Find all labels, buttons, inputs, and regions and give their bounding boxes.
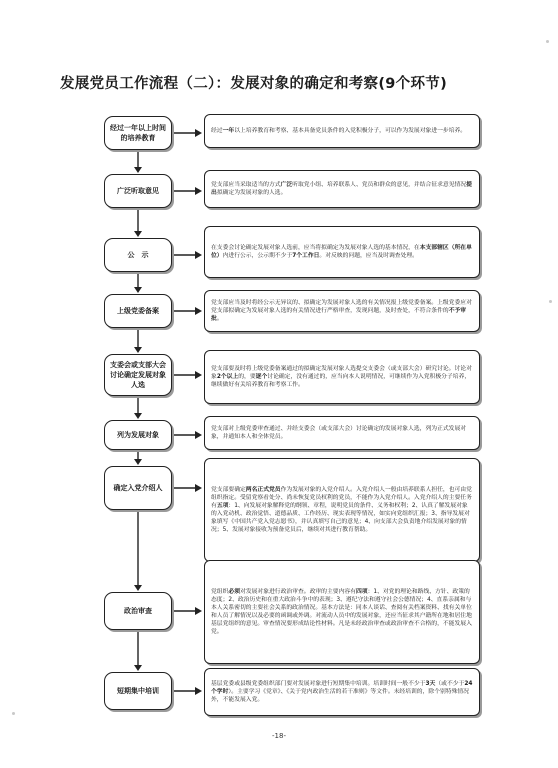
arrow-down-icon: [133, 398, 143, 419]
step-description-box-1: [204, 114, 480, 148]
step-box-7: [104, 466, 172, 510]
step-description-box-7: [204, 458, 480, 562]
scan-speck: [546, 40, 549, 43]
arrow-right-icon: [173, 128, 203, 138]
arrow-right-icon: [173, 250, 203, 260]
step-box-2: [104, 174, 172, 208]
step-description-box-9: [204, 668, 480, 716]
step-label: 支委会或支部大会讨论确定发展对象人选: [110, 361, 166, 389]
arrow-down-icon: [133, 632, 143, 671]
step-description: 党支部要确定两名正式党员作为发展对象的入党介绍人。入党介绍人一般由培养联系人担任，也可由党组织指定。受留党察看处分、尚未恢复党员权利的党员，不能作为入党介绍人。入党介绍人的主要任务有五项：1、向发展对象解释党的纲领、章程，说明党员的条件、义务和权利；2、认真了解发展对象的入党动机、政治觉悟、道德品质、工作经历、现实表现等情况，如实向党组织汇报；3、指导发展对象填写《中国共产党入党志愿书》，并认真填写自己的意见；4、向支部大会负责地介绍发展对象的情况；5、发展对象接收为预备党员后，继续对其进行教育帮助。: [211, 487, 472, 533]
arrow-down-icon: [133, 452, 143, 465]
page-title: 发展党员工作流程（二）：发展对象的确定和考察(9个环节): [60, 76, 447, 92]
step-box-8: [104, 592, 172, 630]
step-box-9: [104, 672, 172, 710]
step-box-5: [104, 354, 172, 396]
arrow-right-icon: [173, 430, 203, 440]
step-box-1: [104, 116, 172, 150]
step-label: 公 示: [127, 251, 149, 259]
arrow-down-icon: [133, 152, 143, 173]
step-description-box-5: [204, 350, 480, 404]
arrow-right-icon: [173, 186, 203, 196]
step-box-6: [104, 420, 172, 450]
step-box-4: [104, 294, 172, 328]
step-description: 党支部应当采取适当的方式广泛听取党小组、培养联系人、党员和群众的意见，并结合征求意见情况提出拟确定为发展对象的人选。: [211, 182, 472, 196]
step-description: 基层党委或县级党委组织部门要对发展对象进行短期集中培训。培训时间一般不少于3天（或不少于24个学时）。主要学习《党章》、《关于党内政治生活的若干准则》等文件。未经培训的，除个别特殊情况外，不能发展入党。: [211, 681, 473, 703]
scan-speck: [549, 300, 552, 303]
arrow-down-icon: [133, 274, 143, 293]
scan-speck: [12, 712, 15, 715]
step-label: 经过一年以上时间的培养教育: [110, 124, 166, 142]
arrow-right-icon: [173, 483, 203, 493]
page-number: -18-: [272, 732, 286, 740]
arrow-down-icon: [133, 512, 143, 591]
step-label: 列为发展对象: [117, 431, 159, 439]
step-description: 在支委会讨论确定发展对象人选前，应当将拟确定为发展对象人选的基本情况，在本支部辖区（所在单位）内进行公示，公示期不少于7个工作日。对反映的问题，应当及时调查处理。: [211, 245, 472, 259]
step-description-box-4: [204, 290, 480, 332]
step-label: 上级党委备案: [117, 307, 159, 315]
step-description: 党组织必须对发展对象进行政治审查。政审的主要内容有四项：1、对党的理论和路线、方针、政策的态度；2、政治历史和在重大政治斗争中的表现；3、遵纪守法和遵守社会公德情况；4、直系亲属和与本人关系密切的主要社会关系的政治情况。基本方法是：同本人谈话、查阅有关档案资料、找有关单位和人员了解情况以及必要的函调或外调。对流动人员中的发展对象，还应当征求其户籍所在地和居住地基层党组织的意见。审查情况要形成结论性材料。凡是未经政治审查或政治审查不合格的，不能发展入党。: [211, 589, 472, 635]
step-description-box-2: [204, 170, 480, 208]
arrow-right-icon: [173, 306, 203, 316]
step-description-box-6: [204, 416, 480, 450]
step-description: 党支部应当及时将经公示无异议的、拟确定为发展对象人选的有关情况报上级党委备案。上级党委应对党支部拟确定为发展对象人选的有关情况进行严格审查，发现问题，及时查处，不符合条件的不予审批。: [211, 300, 472, 322]
step-box-3: [104, 238, 172, 272]
step-label: 广泛听取意见: [117, 187, 159, 195]
arrow-down-icon: [133, 210, 143, 237]
step-description-box-8: [204, 560, 480, 664]
step-description-box-3: [204, 226, 480, 278]
step-label: 确定入党介绍人: [113, 484, 163, 492]
step-description: 党支部要及时将上级党委备案通过的拟确定发展对象人选提交支委会（或支部大会）研究讨论。讨论对象2个以上的，要逐个讨论确定，没有通过的，应当向本人说明情况，可继续作为入党积极分子培养，继续做好有关培养教育和考察工作。: [211, 366, 472, 388]
arrow-right-icon: [173, 370, 203, 380]
arrow-right-icon: [173, 606, 203, 616]
step-description: 经过一年以上培养教育和考察、基本具备党员条件的入党积极分子，可以作为发展对象进一步培养。: [211, 128, 467, 134]
step-description: 党支部对上级党委审查通过、并经支委会（或支部大会）讨论确定的发展对象人选，列为正式发展对象，并通知本人和全体党员。: [211, 426, 467, 440]
arrow-down-icon: [133, 330, 143, 353]
step-label: 政治审查: [124, 607, 152, 615]
step-label: 短期集中培训: [117, 687, 159, 695]
arrow-right-icon: [173, 686, 203, 696]
